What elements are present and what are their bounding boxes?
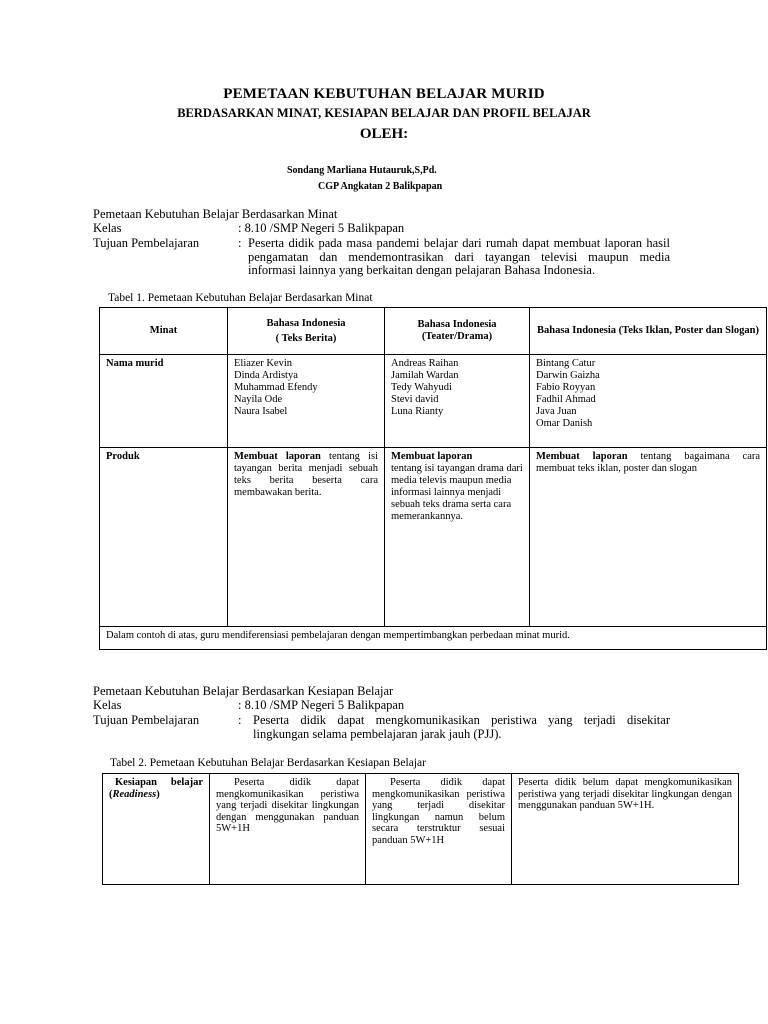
student-name: Tedy Wahyudi xyxy=(391,382,452,393)
kesiapan-col3: Peserta didik belum dapat mengkomunikasikan peristiwa yang terjadi disekitar lingkungan dengan menggunakan panduan 5W+1H. xyxy=(512,774,739,885)
tujuan-line-2: lingkungan selama pembelajaran jarak jauh (PJJ). xyxy=(253,726,502,741)
section1-tujuan-row xyxy=(93,237,673,279)
header-teks-berita xyxy=(228,308,385,355)
student-name: Luna Rianty xyxy=(391,406,444,417)
header-minat: Minat xyxy=(100,308,228,355)
section2-heading: Pemetaan Kebutuhan Belajar Berdasarkan Kesiapan Belajar xyxy=(93,684,394,698)
names-col1 xyxy=(228,355,385,448)
produk-col2-bold: Membuat laporan xyxy=(391,451,473,462)
table1-produk-row xyxy=(100,448,767,627)
student-name: Naura Isabel xyxy=(234,406,288,417)
tujuan-line-1: Peserta didik dapat mengkomunikasikan peristiwa yang terjadi disekitar xyxy=(253,713,670,727)
produk-col1-bold: Membuat laporan xyxy=(234,451,321,462)
table1-caption: Tabel 1. Pemetaan Kebutuhan Belajar Berdasarkan Minat xyxy=(108,292,373,304)
student-name: Fabio Royyan xyxy=(536,382,596,393)
produk-col3-text: tentang bagaimana cara membuat teks iklan, poster dan slogan xyxy=(536,451,761,474)
tujuan-label: Tujuan Pembelajaran xyxy=(93,713,200,727)
produk-col2-text: tentang isi tayangan drama dari media televis maupun media informasi lainnya menjadi sebuah teks drama serta cara memerankannya. xyxy=(391,463,523,522)
tujuan-label: Tujuan Pembelajaran xyxy=(93,236,200,250)
header-col1-sub: ( Teks Berita) xyxy=(275,332,337,344)
row-label-produk: Produk xyxy=(100,448,228,627)
table2-row xyxy=(103,774,739,885)
kesiapan-line2 xyxy=(109,789,203,801)
tujuan-text xyxy=(253,714,670,741)
kelas-label: Kelas xyxy=(93,698,122,712)
header-col1-title: Bahasa Indonesia xyxy=(266,317,346,329)
produk-col1 xyxy=(228,448,385,627)
table1-note: Dalam contoh di atas, guru mendiferensiasi pembelajaran dengan mempertimbangkan perbedaan minat murid. xyxy=(100,627,767,650)
names-col3 xyxy=(530,355,767,448)
oleh-label: OLEH: xyxy=(359,126,409,142)
produk-col3 xyxy=(530,448,767,627)
header-col2-sub: (Teater/Drama) xyxy=(421,331,493,342)
tujuan-line-2: pengamatan dan mendemontrasikan dari tayangan televisi maupun media xyxy=(248,249,670,264)
table1-names-row xyxy=(100,355,767,448)
tujuan-colon: : xyxy=(238,236,242,250)
section2-tujuan-row xyxy=(93,714,673,742)
tujuan-line-1: Peserta didik pada masa pandemi belajar dari rumah dapat membuat laporan hasil xyxy=(248,236,670,250)
table1-note-row xyxy=(100,627,767,650)
header-col2-title: Bahasa Indonesia xyxy=(417,319,497,330)
author-role: CGP Angkatan 2 Balikpapan xyxy=(318,181,443,192)
paren-close: ) xyxy=(156,788,160,800)
tujuan-colon: : xyxy=(238,713,242,727)
kelas-value: : 8.10 /SMP Negeri 5 Balikpapan xyxy=(238,221,405,235)
student-name: Omar Danish xyxy=(536,418,593,429)
student-name: Java Juan xyxy=(536,406,577,417)
section1-heading: Pemetaan Kebutuhan Belajar Berdasarkan Minat xyxy=(93,207,338,221)
document-subtitle: BERDASARKAN MINAT, KESIAPAN BELAJAR DAN PROFIL BELAJAR xyxy=(177,106,591,120)
student-name: Nayila Ode xyxy=(234,394,283,405)
student-name: Darwin Gaizha xyxy=(536,370,600,381)
row-label-nama-murid: Nama murid xyxy=(100,355,228,448)
section1-kelas-row xyxy=(93,222,673,236)
kelas-label: Kelas xyxy=(93,221,122,235)
document-title: PEMETAAN KEBUTUHAN BELAJAR MURID xyxy=(223,86,545,102)
section2-kelas-row xyxy=(93,699,673,713)
table1-minat xyxy=(99,307,767,650)
produk-col3-bold: Membuat laporan xyxy=(536,451,628,462)
student-name: Fadhil Ahmad xyxy=(536,394,596,405)
produk-col1-text: tentang isi tayangan berita menjadi sebuah teks berita beserta cara membawakan berita. xyxy=(234,451,378,498)
table1-header-row xyxy=(100,308,767,355)
table2-kesiapan xyxy=(102,773,739,885)
tujuan-line-3: informasi lainnya yang berkaitan dengan pelajaran Bahasa Indonesia. xyxy=(248,263,596,277)
table2-caption: Tabel 2. Pemetaan Kebutuhan Belajar Berdasarkan Kesiapan Belajar xyxy=(110,757,426,769)
student-name: Dinda Ardistya xyxy=(234,370,298,381)
author-name: Sondang Marliana Hutauruk,S,Pd. xyxy=(287,165,437,176)
header-teks-iklan: Bahasa Indonesia (Teks Iklan, Poster dan Slogan) xyxy=(530,308,767,355)
kesiapan-col2: Peserta didik dapat mengkomunikasikan peristiwa yang terjadi disekitar lingkungan namun belum secara terstruktur sesuai panduan 5W+1H xyxy=(366,774,512,885)
paren-open: ( xyxy=(109,788,113,800)
student-name: Bintang Catur xyxy=(536,358,596,369)
kesiapan-col1: Peserta didik dapat mengkomunikasikan peristiwa yang terjadi disekitar lingkungan dengan menggunakan panduan 5W+1H xyxy=(210,774,366,885)
student-name: Jamilah Wardan xyxy=(391,370,459,381)
header-teater-drama xyxy=(385,308,530,355)
tujuan-text xyxy=(248,237,670,278)
student-name: Andreas Raihan xyxy=(391,358,459,369)
names-col2 xyxy=(385,355,530,448)
student-name: Muhammad Efendy xyxy=(234,382,318,393)
kelas-value: : 8.10 /SMP Negeri 5 Balikpapan xyxy=(238,698,405,712)
kesiapan-label xyxy=(103,774,210,885)
produk-col2 xyxy=(385,448,530,627)
readiness-italic: Readiness xyxy=(112,788,157,800)
student-name: Eliazer Kevin xyxy=(234,358,293,369)
kesiapan-line1: Kesiapan belajar xyxy=(115,777,203,788)
student-name: Stevi david xyxy=(391,394,439,405)
